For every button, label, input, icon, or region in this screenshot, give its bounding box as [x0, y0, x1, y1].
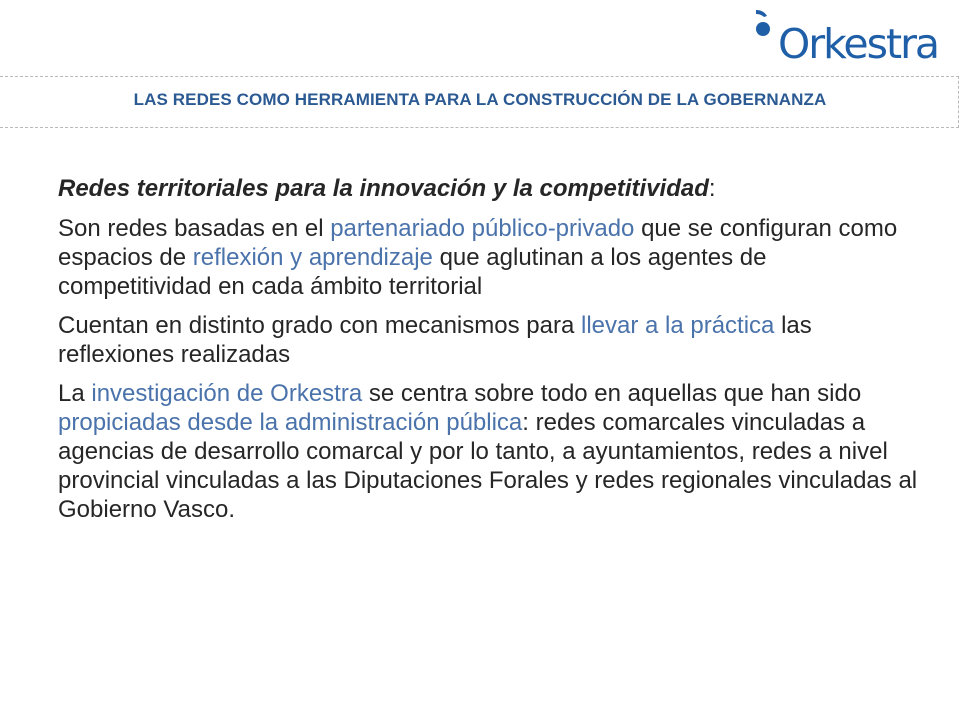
- body-text: : redes comarcales vinculadas a agencias de desarrollo comarcal y por lo tanto, a ayuntamientos, redes a nivel provincial vinculadas a las Diputaciones Forales y redes regionales vinculadas al Gobierno Vasco.: [58, 409, 918, 523]
- paragraph: [58, 379, 918, 524]
- body-text: Cuentan en distinto grado con mecanismos para: [58, 312, 581, 339]
- body-text: se centra sobre todo en aquellas que han sido: [362, 380, 862, 407]
- highlighted-text: investigación de Orkestra: [91, 380, 363, 407]
- body-text: Son redes basadas en el: [58, 215, 331, 242]
- slide-body: [58, 170, 918, 534]
- highlighted-text: llevar a la práctica: [580, 312, 775, 339]
- paragraph-list: [58, 214, 918, 524]
- slide-subtitle: [58, 170, 918, 208]
- logo-mark-icon: [752, 8, 776, 52]
- paragraph: [58, 214, 918, 301]
- orkestra-logo: [752, 8, 942, 68]
- body-text: que aglutinan a los agentes de competitividad en cada ámbito territorial: [58, 244, 767, 300]
- highlighted-text: partenariado público-privado: [330, 215, 635, 242]
- highlighted-text: propiciadas desde la administración pública: [58, 409, 523, 436]
- subtitle-text: Redes territoriales para la innovación y la competitividad: [58, 175, 709, 202]
- logo-text: Orkestra: [778, 20, 939, 68]
- highlighted-text: reflexión y aprendizaje: [192, 244, 433, 271]
- body-text: las reflexiones realizadas: [58, 312, 812, 368]
- subtitle-colon: :: [708, 175, 716, 202]
- body-text: La: [58, 380, 92, 407]
- paragraph: [58, 311, 918, 369]
- body-text: que se configuran como espacios de: [58, 215, 898, 271]
- page-title: LAS REDES COMO HERRAMIENTA PARA LA CONSTRUCCIÓN DE LA GOBERNANZA: [133, 90, 827, 109]
